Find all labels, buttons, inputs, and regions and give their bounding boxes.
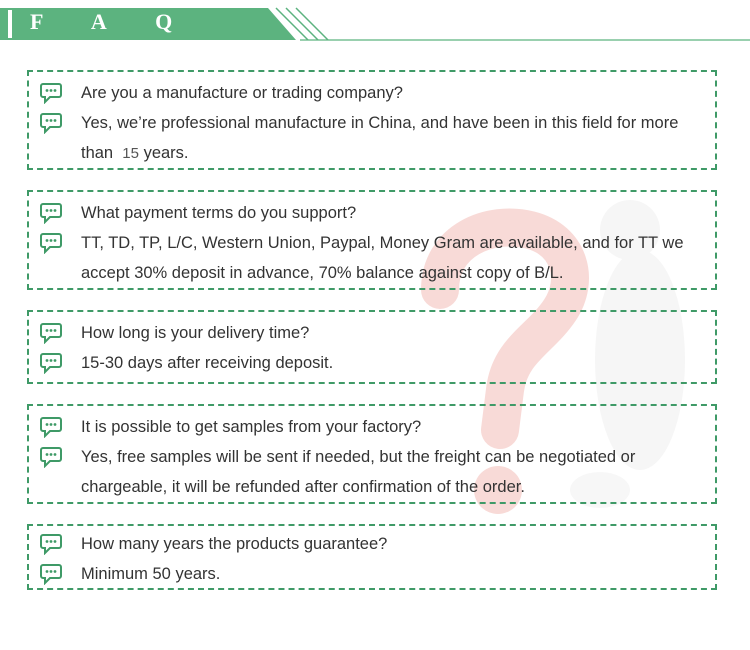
faq-question: [29, 78, 715, 108]
chat-bubble-icon: [39, 563, 63, 585]
answer-text: Yes, we’re professional manufacture in China, and have been in this field for more than: [81, 114, 679, 162]
chat-bubble-icon: [39, 232, 63, 254]
answer-text: Yes, free samples will be sent if needed, but the freight can be negotiated or chargeable, it will be refunded after confirmation of the order.: [81, 448, 636, 496]
chat-bubble-icon: [39, 446, 63, 468]
faq-item: [27, 524, 717, 590]
faq-answer: [29, 559, 715, 589]
chat-bubble-icon: [39, 533, 63, 555]
answer-text-end: years.: [143, 144, 189, 162]
faq-header: [0, 0, 750, 45]
answer-text: Minimum 50 years.: [81, 565, 221, 583]
chat-bubble-icon: [39, 416, 63, 438]
question-text: Are you a manufacture or trading company?: [81, 84, 403, 102]
faq-question: [29, 412, 715, 442]
years-number: 15: [122, 145, 139, 162]
answer-text: 15-30 days after receiving deposit.: [81, 354, 334, 372]
faq-question: [29, 318, 715, 348]
question-text: How many years the products guarantee?: [81, 535, 388, 553]
faq-item: [27, 190, 717, 290]
faq-item: [27, 70, 717, 170]
question-text: How long is your delivery time?: [81, 324, 310, 342]
faq-item: [27, 310, 717, 384]
chat-bubble-icon: [39, 352, 63, 374]
chat-bubble-icon: [39, 82, 63, 104]
faq-answer: [29, 108, 715, 169]
question-text: It is possible to get samples from your factory?: [81, 418, 422, 436]
chat-bubble-icon: [39, 112, 63, 134]
faq-question: [29, 529, 715, 559]
chat-bubble-icon: [39, 202, 63, 224]
answer-text: TT, TD, TP, L/C, Western Union, Paypal, Money Gram are available, and for TT we accept 30% deposit in advance, 70% balance against copy of B/L.: [81, 234, 684, 282]
page-title: F A Q: [30, 9, 195, 34]
chat-bubble-icon: [39, 322, 63, 344]
question-text: What payment terms do you support?: [81, 204, 357, 222]
faq-question: [29, 198, 715, 228]
faq-answer: [29, 442, 715, 502]
faq-answer: [29, 228, 715, 288]
faq-item: [27, 404, 717, 504]
faq-answer: [29, 348, 715, 378]
